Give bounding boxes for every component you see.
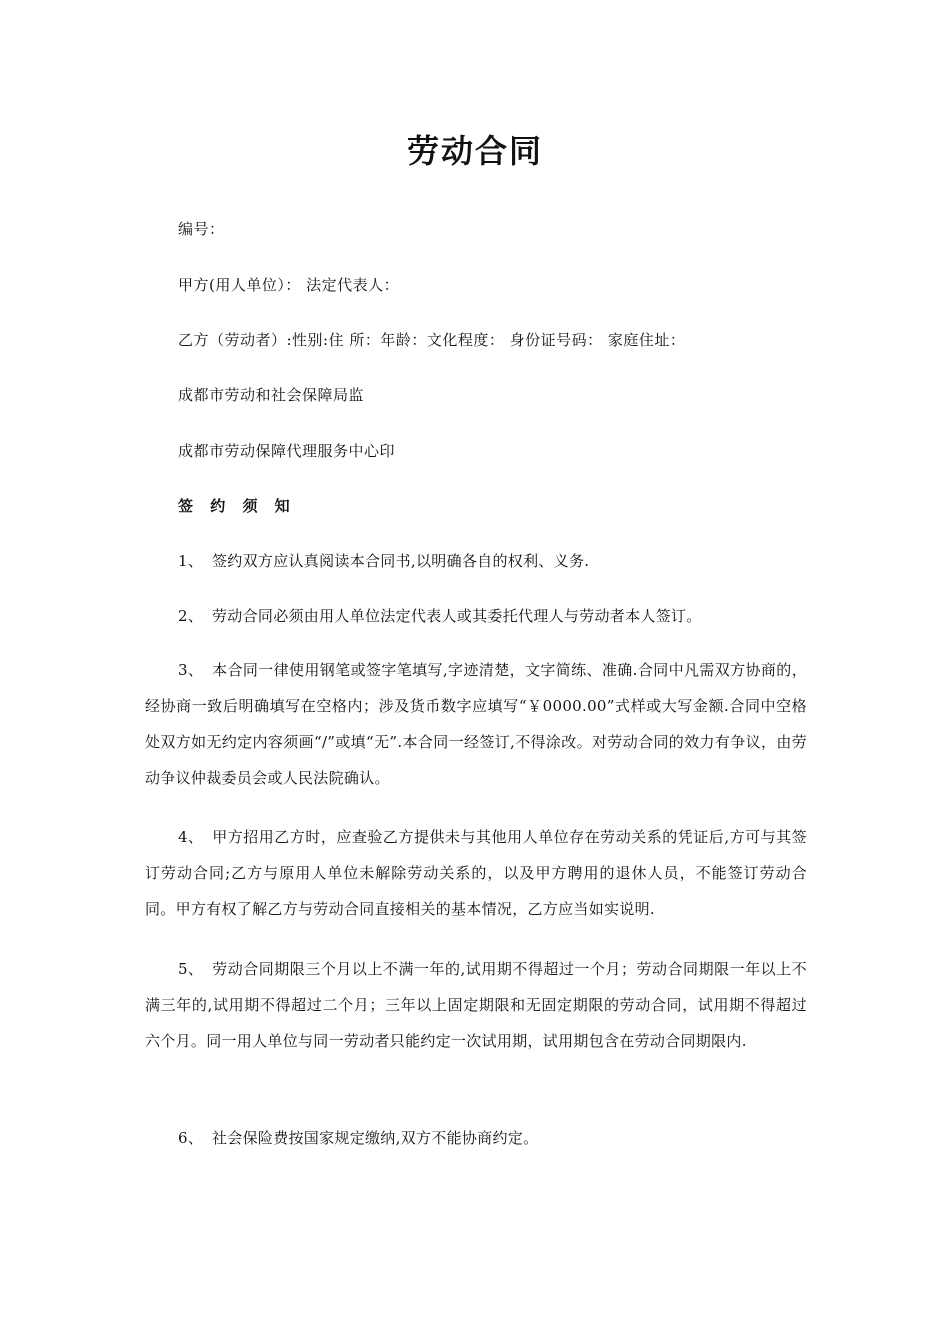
item-text: 本合同一律使用钢笔或签字笔填写,字迹清楚，文字简练、准确.合同中凡需双方协商的，经协商一致后明确填写在空格内；涉及货币数字应填写“￥0000.00”式样或大写金额.合同中空格处双方如无约定内容须画“/”或填“无”.本合同一经签订,不得涂改。对劳动合同的效力有争议，由劳动争议仲裁委员会或人民法院确认。: [145, 661, 807, 787]
item-text: 劳动合同必须由用人单位法定代表人或其委托代理人与劳动者本人签订。: [212, 607, 702, 625]
notice-item: [145, 819, 807, 927]
item-number: 4、: [178, 828, 204, 846]
notice-item: [145, 543, 807, 579]
item-text: 签约双方应认真阅读本合同书,以明确各自的权利、义务.: [212, 552, 590, 570]
item-number: 3、: [178, 661, 204, 679]
party-a-line: 甲方(用人单位）： 法定代表人：: [178, 276, 400, 294]
party-b-line: 乙方（劳动者）:性别:住 所：年龄：文化程度： 身份证号码： 家庭住址：: [178, 331, 686, 349]
item-text: 社会保险费按国家规定缴纳,双方不能协商约定。: [212, 1129, 539, 1147]
supervisor-line: 成都市劳动和社会保障局监: [178, 386, 365, 404]
notice-item: [145, 598, 807, 634]
item-number: 2、: [178, 607, 204, 625]
notice-item: [145, 1120, 807, 1156]
item-number: 1、: [178, 552, 204, 570]
item-text: 甲方招用乙方时，应查验乙方提供未与其他用人单位存在劳动关系的凭证后,方可与其签订劳动合同;乙方与原用人单位未解除劳动关系的，以及甲方聘用的退休人员，不能签订劳动合同。甲方有权了解乙方与劳动合同直接相关的基本情况，乙方应当如实说明.: [145, 828, 807, 918]
notice-item: [145, 951, 807, 1059]
printer-line: 成都市劳动保障代理服务中心印: [178, 442, 396, 460]
notice-item: [145, 652, 807, 796]
notice-heading: 签 约 须 知: [178, 497, 296, 515]
item-text: 劳动合同期限三个月以上不满一年的,试用期不得超过一个月；劳动合同期限一年以上不满三年的,试用期不得超过二个月；三年以上固定期限和无固定期限的劳动合同，试用期不得超过六个月。同一用人单位与同一劳动者只能约定一次试用期，试用期包含在劳动合同期限内.: [145, 960, 807, 1050]
document-title: 劳动合同: [406, 132, 543, 170]
item-number: 6、: [178, 1129, 204, 1147]
item-number: 5、: [178, 960, 204, 978]
contract-number-label: 编号：: [178, 220, 225, 238]
